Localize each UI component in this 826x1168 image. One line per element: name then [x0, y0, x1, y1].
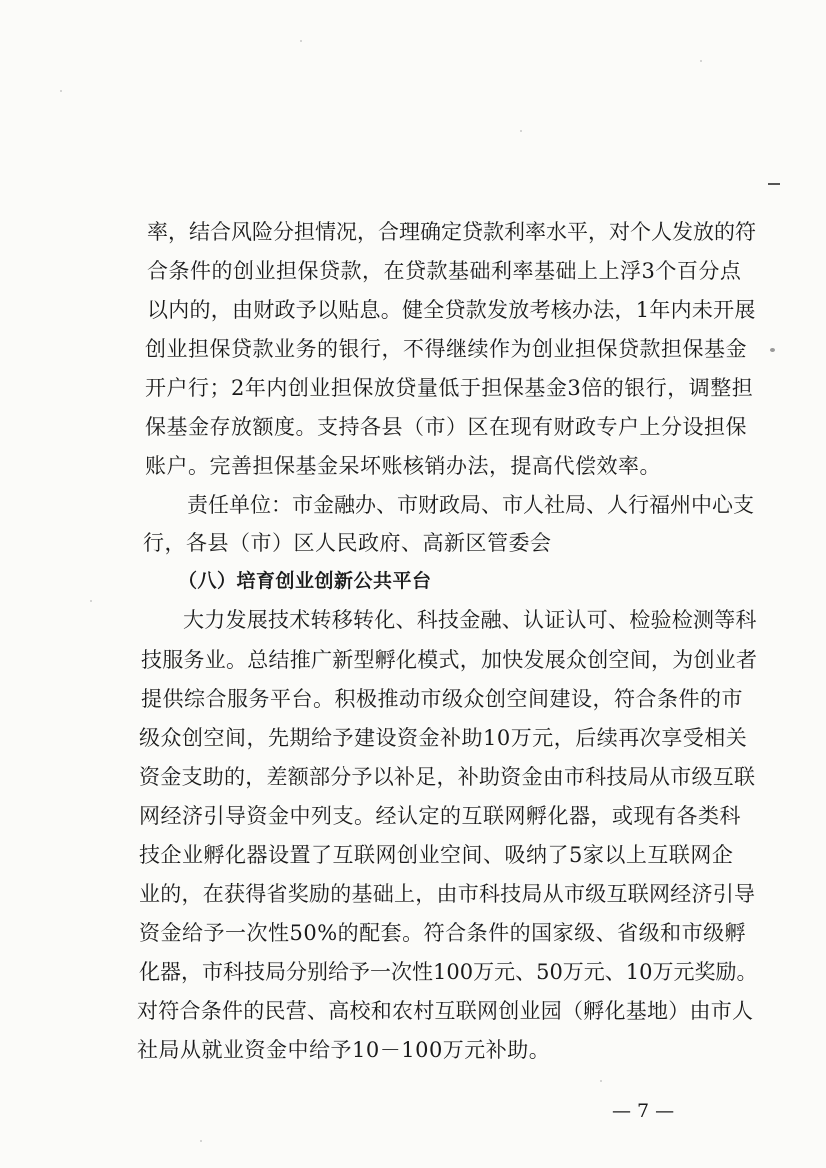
paragraph-2-line: 资金支助的，差额部分予以补足，补助资金由市科技局从市级互联 [139, 765, 756, 789]
paragraph-1-line: 以内的，由财政予以贴息。健全贷款发放考核办法，1年内未开展 [147, 298, 756, 322]
paragraph-1-line: 保基金存放额度。支持各县（市）区在现有财政专户上分设担保 [145, 415, 747, 439]
paragraph-2-line: 级众创空间，先期给予建设资金补助10万元，后续再次享受相关 [139, 726, 748, 750]
scan-speck [600, 1080, 602, 1082]
scan-speck [200, 1140, 202, 1142]
paragraph-2-line: 网经济引导资金中列支。经认定的互联网孵化器，或现有各类科 [139, 804, 741, 828]
paragraph-1-line: 合条件的创业担保贷款，在贷款基础利率基础上上浮3个百分点 [147, 259, 742, 283]
paragraph-2-line: 资金给予一次性50%的配套。符合条件的国家级、省级和市级孵 [139, 921, 747, 945]
paragraph-2-line: 业的，在获得省奖励的基础上，由市科技局从市级互联网经济引导 [139, 882, 756, 906]
paragraph-2-line: 技服务业。总结推广新型孵化模式，加快发展众创空间，为创业者 [141, 648, 758, 672]
paragraph-2-line: 提供综合服务平台。积极推动市级众创空间建设，符合条件的市 [141, 687, 743, 711]
paragraph-2-line: 化器，市科技局分别给予一次性100万元、50万元、10万元奖励。 [139, 960, 758, 984]
margin-mark [768, 183, 780, 185]
paragraph-1-line: 率，结合风险分担情况，合理确定贷款利率水平，对个人发放的符 [147, 220, 756, 244]
scan-speck [90, 600, 92, 602]
scan-speck [60, 90, 62, 92]
paragraph-1-line: 开户行；2年内创业担保放贷量低于担保基金3倍的银行，调整担 [145, 376, 754, 400]
page-number: — 7 — [612, 1100, 675, 1122]
section-heading: （八）培育创业创新公共平台 [178, 570, 432, 592]
paragraph-1-line: 账户。完善担保基金呆坏账核销办法，提高代偿效率。 [145, 454, 661, 478]
responsibility-line: 行，各县（市）区人民政府、高新区管委会 [143, 531, 552, 555]
scan-speck [300, 40, 302, 42]
paragraph-2-line: 社局从就业资金中给予10－100万元补助。 [137, 1038, 551, 1062]
paragraph-2-line: 大力发展技术转移转化、科技金融、认证认可、检验检测等科 [183, 608, 757, 632]
paragraph-2-line: 技企业孵化器设置了互联网创业空间、吸纳了5家以上互联网企 [139, 843, 734, 867]
scan-speck [700, 60, 702, 62]
scan-speck [520, 130, 522, 132]
paragraph-1-line: 创业担保贷款业务的银行，不得继续作为创业担保贷款担保基金 [145, 337, 747, 361]
responsibility-line: 责任单位：市金融办、市财政局、市人社局、人行福州中心支 [187, 493, 754, 517]
scan-speck [770, 348, 775, 352]
paragraph-2-line: 对符合条件的民营、高校和农村互联网创业园（孵化基地）由市人 [137, 999, 754, 1023]
